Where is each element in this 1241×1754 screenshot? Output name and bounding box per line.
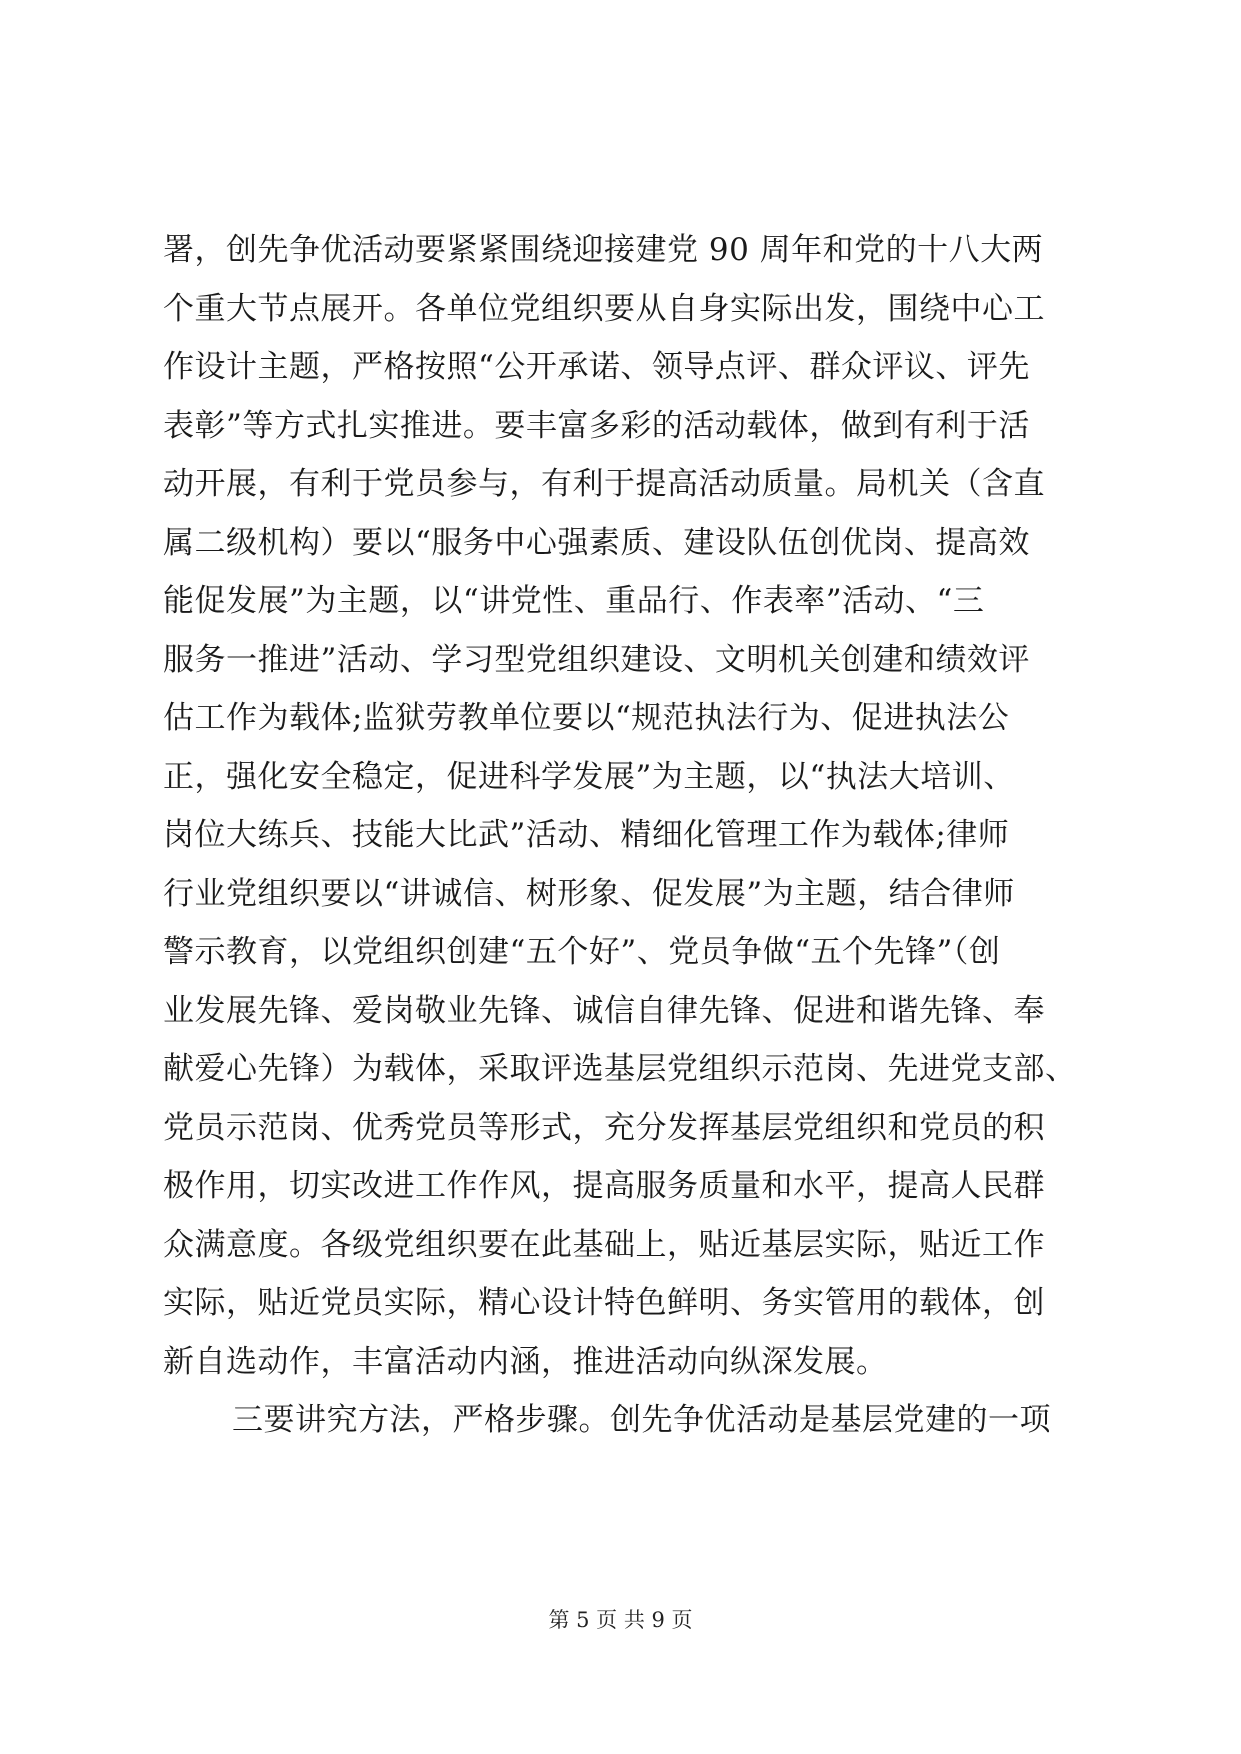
text-line: 估工作为载体;监狱劳教单位要以“规范执法行为、促进执法公	[163, 700, 1010, 736]
text-line: 正，强化安全稳定，促进科学发展”为主题，以“执法大培训、	[163, 759, 1015, 795]
text-line: 业发展先锋、爱岗敬业先锋、诚信自律先锋、促进和谐先锋、奉	[163, 993, 1045, 1029]
text-line: 极作用，切实改进工作作风，提高服务质量和水平，提高人民群	[163, 1168, 1045, 1204]
text-line: 新自选动作，丰富活动内涵，推进活动向纵深发展。	[163, 1344, 888, 1380]
text-line: 属二级机构）要以“服务中心强素质、建设队伍创优岗、提高效	[163, 525, 1030, 561]
text-line: 服务一推进”活动、学习型党组织建设、文明机关创建和绩效评	[163, 642, 1030, 678]
page-number-footer: 第 5 页 共 9 页	[548, 1608, 693, 1632]
text-line: 动开展，有利于党员参与，有利于提高活动质量。局机关（含直	[163, 466, 1045, 502]
text-line: 表彰”等方式扎实推进。要丰富多彩的活动载体，做到有利于活	[163, 408, 1030, 444]
text-line: 署，创先争优活动要紧紧围绕迎接建党 90 周年和党的十八大两	[163, 232, 1044, 268]
text-line: 实际，贴近党员实际，精心设计特色鲜明、务实管用的载体，创	[163, 1285, 1045, 1321]
text-line: 党员示范岗、优秀党员等形式，充分发挥基层党组织和党员的积	[163, 1110, 1045, 1146]
text-line: 行业党组织要以“讲诚信、树形象、促发展”为主题，结合律师	[163, 876, 1015, 912]
text-line: 个重大节点展开。各单位党组织要从自身实际出发，围绕中心工	[163, 291, 1045, 327]
text-line: 作设计主题，严格按照“公开承诺、领导点评、群众评议、评先	[163, 349, 1030, 385]
text-line: 众满意度。各级党组织要在此基础上，贴近基层实际，贴近工作	[163, 1227, 1045, 1263]
text-line: 献爱心先锋）为载体，采取评选基层党组织示范岗、先进党支部、	[163, 1051, 1077, 1087]
text-line: 岗位大练兵、技能大比武”活动、精细化管理工作为载体;律师	[163, 817, 1010, 853]
text-line: 能促发展”为主题，以“讲党性、重品行、作表率”活动、“三	[163, 583, 985, 619]
paragraph-start-line: 三要讲究方法，严格步骤。创先争优活动是基层党建的一项	[232, 1402, 1051, 1438]
text-line: 警示教育，以党组织创建“五个好”、党员争做“五个先锋”（创	[163, 934, 1001, 970]
